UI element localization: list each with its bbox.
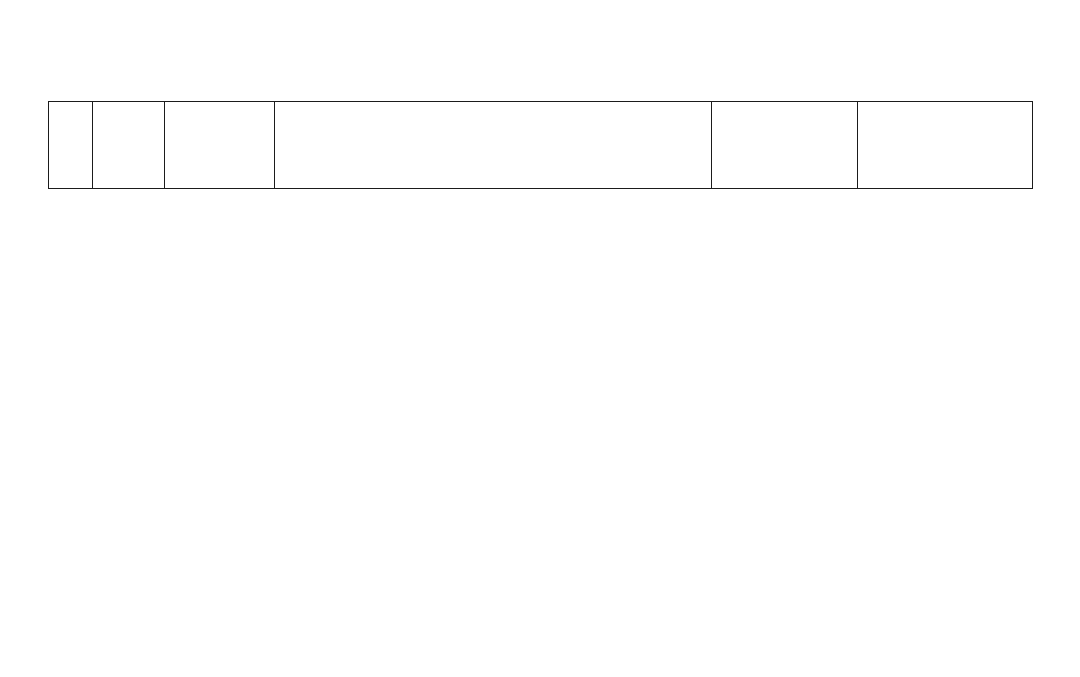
column-header-inner-major bbox=[275, 102, 712, 189]
column-header-scope-one bbox=[712, 102, 858, 189]
column-header-major-category bbox=[165, 102, 275, 189]
column-header-discipline bbox=[93, 102, 165, 189]
major-subject-requirement-table bbox=[48, 101, 1033, 189]
table-header bbox=[49, 102, 1033, 189]
column-header-scope-two bbox=[858, 102, 1033, 189]
column-header-no bbox=[49, 102, 93, 189]
table-header-row bbox=[49, 102, 1033, 189]
